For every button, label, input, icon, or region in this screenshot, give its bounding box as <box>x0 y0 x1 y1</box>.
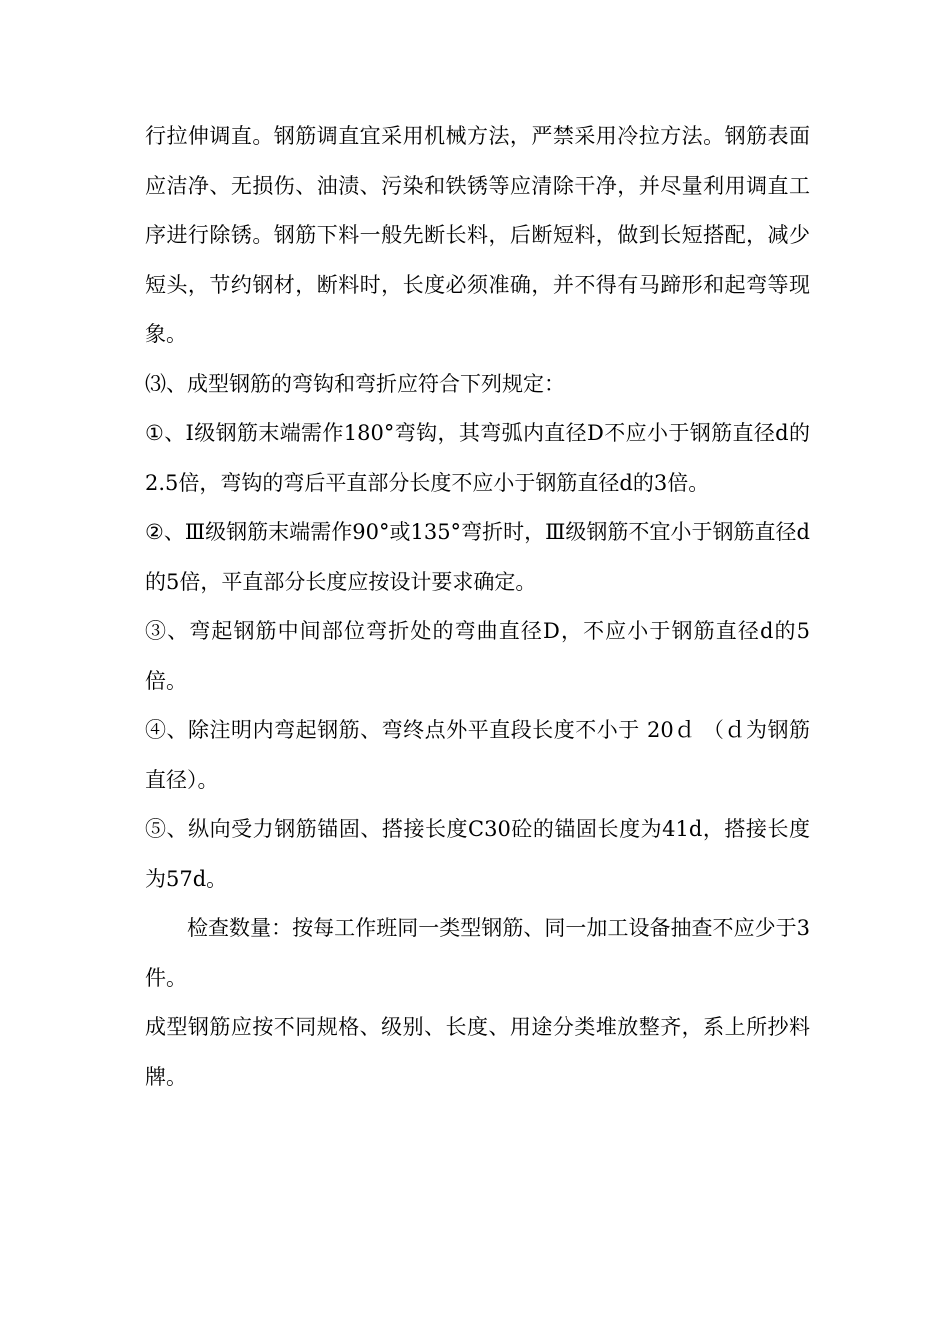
paragraph-rule-3: ③、弯起钢筋中间部位弯折处的弯曲直径D，不应小于钢筋直径d的5倍。 <box>145 619 810 693</box>
paragraph-storage: 成型钢筋应按不同规格、级别、长度、用途分类堆放整齐，系上所抄料牌。 <box>145 1015 810 1089</box>
paragraph-rule-5: ⑤、纵向受力钢筋锚固、搭接长度C30砼的锚固长度为41d，搭接长度为57d。 <box>145 817 810 891</box>
paragraph-rule-1: ①、Ⅰ级钢筋末端需作180°弯钩，其弯弧内直径D不应小于钢筋直径d的2.5倍，弯钩的弯后平直部分长度不应小于钢筋直径d的3倍。 <box>145 421 810 495</box>
paragraph-hook-rules-heading: ⑶、成型钢筋的弯钩和弯折应符合下列规定： <box>145 371 565 396</box>
paragraph-rule-2: ②、Ⅲ级钢筋末端需作90°或135°弯折时，Ⅲ级钢筋不宜小于钢筋直径d的5倍，平直部分长度应按设计要求确定。 <box>145 520 810 594</box>
paragraph-rule-4: ④、除注明内弯起钢筋、弯终点外平直段长度不小于 20ｄ （ｄ为钢筋直径）。 <box>145 718 810 792</box>
paragraph-rebar-straightening: 行拉伸调直。钢筋调直宜采用机械方法，严禁采用冷拉方法。钢筋表面应洁净、无损伤、油渍、污染和铁锈等应清除干净，并尽量利用调直工序进行除锈。钢筋下料一般先断长料，后断短料，做到长短搭配，减少短头，节约钢材，断料时，长度必须准确，并不得有马蹄形和起弯等现象。 <box>145 124 810 346</box>
paragraph-inspection-quantity: 检查数量：按每工作班同一类型钢筋、同一加工设备抽查不应少于3件。 <box>145 916 810 990</box>
document-body <box>145 112 810 1102</box>
